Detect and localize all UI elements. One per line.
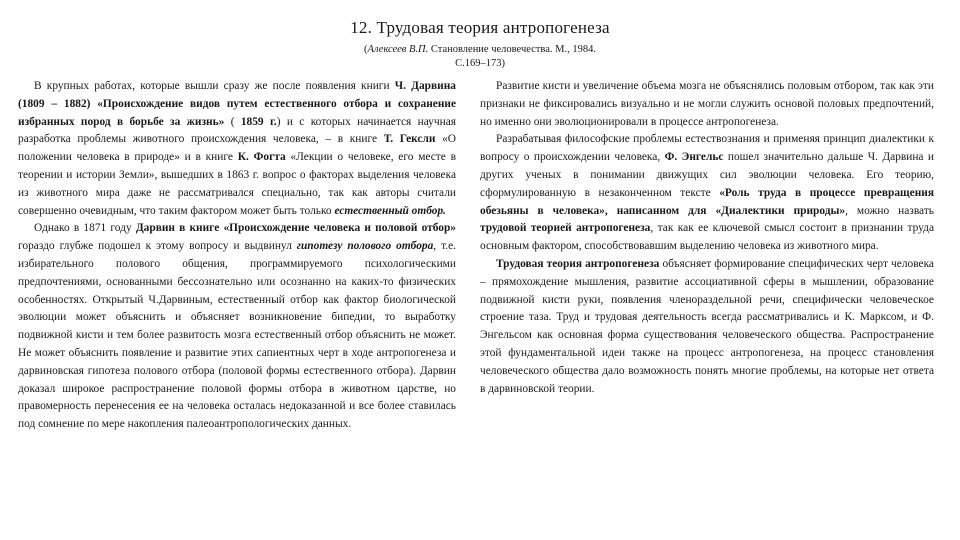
text-span: «О положении человека в природе» и в книге bbox=[18, 133, 456, 164]
left-column bbox=[18, 78, 456, 434]
page-title: 12. Трудовая теория антропогенеза bbox=[350, 18, 610, 37]
text-span: , можно назвать bbox=[845, 204, 934, 217]
bold-span: К. Фогта bbox=[237, 151, 286, 164]
bold-span: трудовой теорией антропогенеза bbox=[480, 222, 651, 235]
right-paragraph-1: Развитие кисти и увеличение объема мозга не объяснялись половым отбором, так как эти признаки не фиксировались визуально и не могли служить основой половых предпочтений, но именно они эволюционировали в процессе антропогенеза. bbox=[480, 80, 934, 128]
right-paragraph-2 bbox=[480, 131, 934, 256]
text-span: ) и с которых начинается научная разработка проблемы животного происхождения человека, – в книге bbox=[18, 115, 456, 146]
text-span: Однако в 1871 году bbox=[34, 222, 136, 235]
bold-span: 1859 г. bbox=[240, 115, 277, 128]
bold-span: Ф. Энгельс bbox=[664, 151, 724, 164]
text-span: Разрабатывая философские проблемы естествознания и применяя принцип диалектики к вопросу о происхождении человека, bbox=[480, 133, 934, 164]
left-paragraph-1 bbox=[18, 78, 456, 220]
bold-italic-span: естественный отбор. bbox=[334, 204, 447, 217]
bold-span bbox=[334, 205, 446, 217]
text-span: , т.е. избирательного полового общения, программируемого психологическими предпочтениями, основанными бессознательно или осознанно на каких-то физических особенностях. Открытый Ч.Дарвиным, естественный отбор как фактор биологической эволюции может объяснить и объясняет возникновение бипедии, то выработку подвижной кисти и тем более развитость мозга естественный отбор объяснить не может. Не может объяснить появление и развитие этих сапиентных черт в ходе антропогенеза и дарвиновская гипотеза полового отбора (половой формы естественного отбора). Дарвин доказал широкое распространение половой формы отбора в животном царстве, но правомерность перенесения ее на человека осталась недоказанной и все более ставилась под сомнение по мере накопления палеоантропологических данных. bbox=[18, 240, 456, 431]
left-paragraph-2 bbox=[18, 220, 456, 434]
bold-span bbox=[297, 240, 434, 252]
text-span: ( bbox=[224, 115, 241, 128]
subtitle-source: Становление человечества. М., 1984. bbox=[428, 44, 596, 55]
subtitle-pages: С.169–173) bbox=[455, 58, 505, 69]
right-paragraph-3 bbox=[480, 256, 934, 398]
bold-span: Т. Гексли bbox=[383, 133, 436, 146]
bold-span: Трудовая теория антропогенеза bbox=[496, 257, 660, 270]
page-subtitle bbox=[0, 43, 960, 71]
text-span: пошел значительно дальше Ч. Дарвина и других ученых в понимании движущих сил эволюции человека. Его теорию, сформулированную в незаконченном тексте bbox=[480, 151, 934, 199]
text-span: объясняет формирование специфических черт человека – прямохождение мышления, развитие ассоциативной сферы в мышлении, образование подвижной кисти руки, появления членораздельной речи, специфически человеческое строение таза. Труд и трудовая деятельность всегда рассматривались и К. Марксом, и Ф. Энгельсом как основная форма существования человеческого общества. Распространение этой фундаментальной идеи также на процесс антропогенеза, на процесс становления человеческого общества дало возможность понять многие проблемы, на которые нет ответа в дарвиновской теории. bbox=[480, 257, 934, 395]
bold-span: Ч. Дарвина (1809 – 1882) «Происхождение видов путем естественного отбора и сохранение избранных пород в борьбе за жизнь» bbox=[18, 80, 456, 128]
bold-span: «Роль труда в процессе превращения обезьяны в человека», написанном для «Диалектики природы» bbox=[480, 186, 934, 217]
text-span: , так как ее ключевой смысл состоит в признании труда основным фактором, способствовавшим выделению человека из животного мира. bbox=[480, 222, 935, 253]
subtitle-author: Алексеев В.П. bbox=[367, 44, 429, 55]
text-span: «Лекции о человеке, его месте в теорении и истории Земли», вышедших в 1863 г. вопрос о факторах выделения человека из животного мира даже не рассматривался специально, так как авторы считали совершенно очевидным, что таким фактором может быть только bbox=[18, 151, 456, 217]
text-span: гораздо глубже подошел к этому вопросу и выдвинул bbox=[18, 240, 297, 253]
subtitle-line-1: (Алексеев В.П. Становление человечества. М., 1984. bbox=[364, 44, 596, 55]
bold-span: Дарвин в книге «Происхождение человека и половой отбор» bbox=[135, 222, 456, 235]
text-span: В крупных работах, которые вышли сразу же после появления книги bbox=[34, 80, 395, 92]
right-column bbox=[480, 78, 934, 398]
bold-italic-span: гипотезу полового отбора bbox=[296, 240, 434, 253]
